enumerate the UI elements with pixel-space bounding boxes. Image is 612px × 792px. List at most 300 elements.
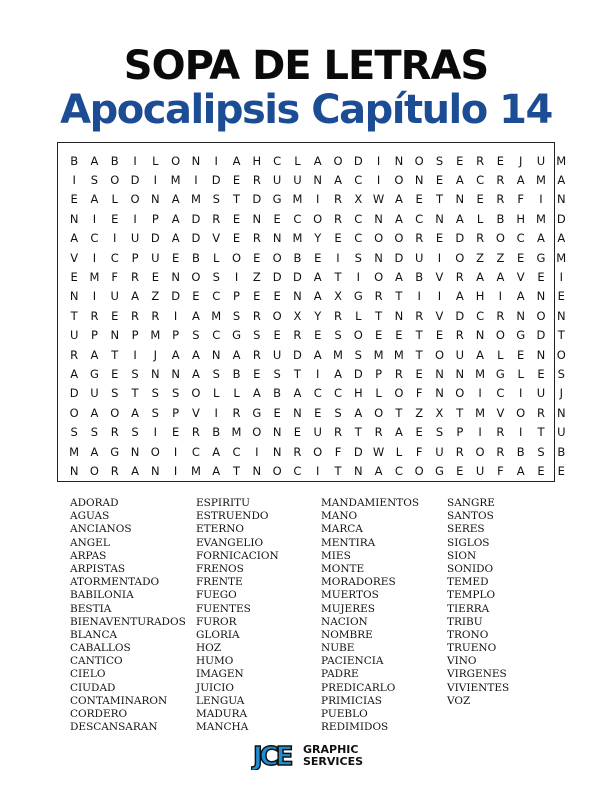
- word-list-item: CANTICO: [70, 655, 123, 668]
- grid-letter: L: [375, 386, 382, 401]
- grid-letter: O: [333, 153, 343, 168]
- grid-letter: G: [89, 366, 99, 381]
- word-list-item: MANDAMIENTOS: [321, 497, 420, 509]
- grid-letter: M: [556, 153, 567, 168]
- grid-letter: R: [191, 425, 200, 440]
- grid-letter: U: [90, 386, 99, 401]
- grid-letter: R: [151, 308, 160, 323]
- grid-letter: N: [435, 386, 444, 401]
- grid-letter: O: [272, 308, 282, 323]
- grid-letter: O: [516, 405, 526, 420]
- word-list-item: MANCHA: [196, 721, 249, 734]
- grid-letter: M: [292, 231, 303, 246]
- grid-letter: A: [131, 289, 139, 304]
- word-list-item: TIERRA: [447, 602, 490, 615]
- grid-letter: E: [435, 328, 444, 343]
- grid-letter: B: [415, 270, 424, 285]
- grid-letter: L: [294, 153, 301, 168]
- grid-letter: R: [496, 173, 505, 188]
- grid-letter: L: [476, 211, 484, 226]
- grid-letter: M: [231, 425, 242, 440]
- word-list-item: MANO: [321, 510, 358, 523]
- grid-letter: W: [372, 192, 385, 207]
- grid-letter: I: [153, 173, 158, 188]
- grid-letter: R: [90, 308, 99, 323]
- grid-letter: M: [69, 444, 80, 459]
- grid-letter: A: [516, 289, 525, 304]
- grid-letter: C: [212, 328, 221, 343]
- grid-letter: E: [435, 173, 444, 188]
- grid-letter: N: [272, 425, 282, 440]
- word-list-item: VOZ: [447, 694, 471, 707]
- grid-letter: C: [496, 386, 505, 401]
- grid-letter: V: [496, 405, 505, 420]
- grid-letter: L: [355, 308, 362, 323]
- word-list-item: FRENTE: [196, 576, 243, 589]
- grid-letter: O: [455, 250, 465, 265]
- grid-letter: R: [374, 425, 383, 440]
- grid-letter: S: [151, 405, 159, 420]
- grid-letter: E: [111, 211, 119, 226]
- grid-letter: E: [415, 366, 423, 381]
- grid-letter: I: [133, 153, 137, 168]
- word-list-item: TRONO: [447, 628, 489, 641]
- grid-letter: N: [272, 444, 282, 459]
- grid-letter: M: [373, 347, 384, 362]
- grid-letter: L: [213, 386, 220, 401]
- grid-letter: Z: [252, 270, 261, 285]
- grid-letter: I: [316, 366, 320, 381]
- grid-letter: N: [556, 192, 566, 207]
- grid-letter: A: [334, 173, 342, 188]
- word-list-item: IMAGEN: [196, 668, 244, 681]
- grid-letter: I: [113, 231, 117, 246]
- grid-letter: U: [151, 250, 160, 265]
- grid-letter: B: [557, 444, 566, 459]
- grid-letter: T: [293, 366, 301, 381]
- grid-letter: A: [496, 270, 505, 285]
- grid-letter: A: [171, 347, 180, 362]
- grid-letter: R: [131, 270, 140, 285]
- grid-letter: V: [70, 250, 79, 265]
- grid-letter: O: [110, 173, 120, 188]
- word-list-column-4: [447, 497, 509, 708]
- grid-letter: P: [131, 328, 139, 343]
- grid-letter: E: [171, 250, 180, 265]
- grid-letter: I: [316, 192, 320, 207]
- grid-letter: A: [394, 192, 403, 207]
- grid-letter: L: [517, 366, 524, 381]
- grid-letter: O: [272, 250, 282, 265]
- grid-letter: A: [232, 347, 241, 362]
- grid-letter: A: [394, 211, 403, 226]
- grid-letter: O: [394, 173, 404, 188]
- grid-letter: D: [556, 211, 566, 226]
- grid-letter: I: [173, 308, 178, 323]
- grid-letter: O: [252, 425, 262, 440]
- grid-letter: S: [90, 425, 99, 440]
- grid-letter: O: [353, 328, 363, 343]
- grid-letter: O: [171, 153, 181, 168]
- grid-letter: C: [191, 444, 200, 459]
- word-list-item: CONTAMINARON: [70, 694, 168, 707]
- grid-letter: T: [131, 386, 139, 401]
- grid-letter: O: [495, 328, 505, 343]
- grid-letter: D: [191, 231, 201, 246]
- grid-letter: A: [476, 270, 485, 285]
- grid-letter: O: [374, 405, 384, 420]
- grid-letter: N: [110, 328, 120, 343]
- grid-letter: D: [292, 347, 302, 362]
- grid-letter: N: [211, 347, 221, 362]
- grid-letter: C: [476, 308, 485, 323]
- grid-letter: N: [252, 463, 262, 478]
- grid-letter: U: [130, 231, 140, 246]
- grid-letter: B: [232, 366, 241, 381]
- grid-letter: E: [496, 153, 505, 168]
- grid-letter: C: [476, 173, 485, 188]
- word-list-item: FORNICACION: [196, 549, 279, 562]
- grid-letter: N: [455, 192, 465, 207]
- grid-letter: B: [110, 153, 119, 168]
- grid-letter: E: [415, 425, 423, 440]
- grid-letter: E: [273, 405, 281, 420]
- grid-letter: S: [171, 386, 180, 401]
- grid-letter: T: [395, 289, 403, 304]
- grid-letter: E: [537, 366, 545, 381]
- word-list-item: PACIENCIA: [321, 655, 384, 668]
- grid-letter: M: [292, 192, 303, 207]
- word-list-item: ANCIANOS: [70, 523, 132, 536]
- grid-letter: I: [133, 347, 137, 362]
- grid-letter: E: [557, 463, 565, 478]
- grid-letter: V: [435, 270, 444, 285]
- grid-letter: T: [456, 405, 464, 420]
- grid-letter: I: [417, 289, 421, 304]
- grid-row: [64, 345, 571, 364]
- grid-letter: M: [536, 211, 546, 226]
- grid-letter: T: [415, 328, 423, 343]
- grid-letter: W: [372, 444, 385, 459]
- grid-letter: E: [253, 366, 261, 381]
- grid-letter: I: [437, 250, 442, 265]
- grid-letter: A: [232, 153, 241, 168]
- grid-letter: O: [414, 463, 424, 478]
- grid-row: [64, 190, 571, 209]
- grid-letter: T: [233, 192, 241, 207]
- grid-letter: C: [516, 231, 525, 246]
- grid-letter: Y: [314, 308, 322, 323]
- grid-letter: S: [273, 366, 281, 381]
- grid-letter: G: [272, 192, 282, 207]
- grid-letter: M: [475, 405, 486, 420]
- grid-letter: Z: [476, 250, 485, 265]
- grid-letter: T: [415, 347, 423, 362]
- grid-letter: Z: [415, 405, 424, 420]
- word-list-item: VIRGENES: [447, 668, 507, 681]
- grid-letter: U: [313, 425, 322, 440]
- word-list-item: ETERNO: [196, 523, 245, 536]
- grid-letter: E: [111, 308, 119, 323]
- grid-letter: P: [172, 405, 180, 420]
- grid-letter: S: [90, 173, 99, 188]
- grid-letter: D: [130, 173, 140, 188]
- word-list-item: BLANCA: [70, 628, 118, 641]
- grid-letter: R: [252, 173, 261, 188]
- jce-graphic-services-logo: [251, 740, 363, 770]
- grid-letter: O: [231, 250, 242, 265]
- grid-letter: T: [334, 463, 342, 478]
- word-list-item: SANGRE: [447, 497, 495, 509]
- grid-letter: I: [478, 425, 482, 440]
- grid-letter: R: [374, 289, 383, 304]
- word-list-item: HUMO: [196, 655, 234, 668]
- grid-letter: T: [395, 405, 403, 420]
- grid-letter: T: [435, 192, 443, 207]
- word-list-item: LENGUA: [196, 694, 245, 707]
- word-list-item: SONIDO: [447, 562, 494, 575]
- grid-letter: T: [537, 425, 545, 440]
- grid-letter: D: [211, 173, 221, 188]
- grid-letter: F: [415, 444, 423, 459]
- grid-letter: N: [272, 231, 282, 246]
- grid-letter: E: [517, 250, 525, 265]
- grid-letter: N: [374, 250, 383, 265]
- grid-letter: I: [255, 444, 259, 459]
- grid-letter: E: [537, 463, 545, 478]
- grid-letter: S: [334, 328, 342, 343]
- grid-letter: N: [191, 153, 201, 168]
- grid-letter: A: [171, 231, 180, 246]
- grid-letter: A: [293, 386, 302, 401]
- grid-letter: B: [273, 386, 282, 401]
- grid-letter: A: [476, 347, 485, 362]
- word-list-item: FUROR: [196, 615, 237, 628]
- word-list-item: SION: [447, 549, 477, 562]
- grid-letter: R: [334, 308, 342, 323]
- grid-letter: A: [90, 347, 99, 362]
- grid-letter: L: [233, 386, 240, 401]
- grid-letter: E: [374, 328, 383, 343]
- grid-letter: Z: [151, 289, 160, 304]
- word-list-item: MUERTOS: [321, 589, 379, 602]
- grid-letter: I: [214, 405, 218, 420]
- grid-letter: S: [253, 328, 261, 343]
- word-list-item: JUICIO: [196, 681, 234, 694]
- grid-letter: I: [72, 173, 76, 188]
- grid-letter: A: [313, 270, 322, 285]
- grid-letter: I: [336, 250, 340, 265]
- grid-letter: O: [475, 444, 485, 459]
- grid-letter: O: [434, 347, 445, 362]
- grid-letter: S: [557, 366, 565, 381]
- grid-letter: T: [354, 425, 362, 440]
- grid-letter: M: [190, 463, 201, 478]
- grid-letter: O: [455, 386, 465, 401]
- grid-letter: C: [354, 173, 363, 188]
- grid-letter: C: [293, 463, 302, 478]
- grid-letter: O: [89, 463, 99, 478]
- grid-letter: H: [252, 153, 262, 168]
- grid-letter: F: [517, 192, 524, 207]
- word-list-item: ATORMENTADO: [70, 576, 160, 589]
- grid-letter: F: [111, 270, 119, 285]
- grid-letter: J: [518, 153, 523, 168]
- grid-letter: E: [253, 250, 261, 265]
- word-list-item: GLORIA: [196, 628, 240, 641]
- grid-letter: S: [232, 308, 241, 323]
- grid-letter: A: [394, 425, 403, 440]
- grid-letter: A: [394, 270, 403, 285]
- grid-letter: E: [456, 463, 464, 478]
- grid-letter: R: [212, 211, 221, 226]
- grid-letter: E: [395, 328, 403, 343]
- grid-letter: P: [131, 250, 139, 265]
- grid-letter: H: [353, 386, 363, 401]
- grid-letter: H: [516, 211, 525, 226]
- grid-letter: A: [516, 463, 525, 478]
- grid-letter: H: [475, 289, 485, 304]
- grid-letter: A: [70, 231, 79, 246]
- grid-letter: D: [353, 366, 363, 381]
- grid-letter: U: [69, 328, 79, 343]
- grid-letter: C: [232, 444, 241, 459]
- grid-letter: N: [455, 366, 465, 381]
- grid-letter: C: [354, 211, 363, 226]
- word-list-item: BESTIA: [70, 602, 112, 615]
- grid-letter: D: [171, 289, 181, 304]
- grid-letter: P: [151, 211, 159, 226]
- grid-letter: U: [272, 347, 282, 362]
- grid-letter: M: [393, 347, 404, 362]
- word-list-item: PREDICARLO: [321, 681, 396, 694]
- word-list-item: SANTOS: [447, 510, 494, 523]
- grid-letter: I: [173, 444, 178, 459]
- grid-letter: S: [70, 425, 78, 440]
- grid-letter: L: [497, 347, 504, 362]
- grid-letter: M: [556, 250, 567, 265]
- grid-letter: F: [415, 386, 423, 401]
- word-list-column-3: [321, 497, 419, 734]
- grid-letter: Z: [496, 250, 505, 265]
- grid-letter: L: [111, 192, 118, 207]
- grid-letter: E: [232, 173, 241, 188]
- grid-row: [64, 306, 571, 325]
- grid-letter: R: [252, 308, 261, 323]
- grid-letter: A: [557, 173, 566, 188]
- word-list-item: CIUDAD: [70, 681, 116, 694]
- grid-letter: G: [435, 463, 444, 478]
- grid-letter: R: [476, 153, 485, 168]
- grid-letter: C: [333, 386, 343, 401]
- grid-letter: B: [212, 425, 221, 440]
- grid-letter: X: [435, 405, 444, 420]
- word-list-item: ARPAS: [70, 549, 107, 562]
- word-list-item: VIVIENTES: [447, 681, 510, 694]
- grid-letter: C: [90, 231, 99, 246]
- grid-letter: V: [516, 270, 525, 285]
- grid-letter: A: [212, 463, 221, 478]
- grid-letter: E: [334, 231, 342, 246]
- word-list-item: ESPIRITU: [196, 497, 250, 509]
- grid-row: [64, 267, 571, 286]
- grid-letter: E: [253, 289, 261, 304]
- grid-letter: R: [476, 231, 485, 246]
- grid-letter: E: [70, 270, 78, 285]
- word-list-item: DESCANSARAN: [70, 721, 158, 734]
- logo-line-2: SERVICES: [303, 755, 363, 768]
- grid-letter: A: [354, 405, 363, 420]
- puzzle-subtitle: Apocalipsis Capítulo 14: [60, 87, 552, 133]
- grid-row: [64, 442, 571, 461]
- grid-letter: N: [151, 463, 160, 478]
- grid-letter: I: [316, 463, 320, 478]
- grid-letter: E: [314, 405, 322, 420]
- word-list-item: MORADORES: [321, 576, 396, 589]
- grid-letter: U: [475, 463, 485, 478]
- grid-letter: I: [376, 153, 381, 168]
- grid-letter: M: [475, 366, 486, 381]
- grid-letter: T: [375, 308, 383, 323]
- grid-letter: S: [435, 425, 444, 440]
- grid-letter: U: [110, 289, 119, 304]
- grid-letter: B: [191, 250, 200, 265]
- grid-letter: C: [313, 386, 322, 401]
- grid-letter: N: [516, 308, 525, 323]
- grid-letter: A: [191, 308, 200, 323]
- grid-letter: I: [173, 463, 178, 478]
- word-list-item: MADURA: [196, 708, 248, 720]
- grid-letter: R: [293, 328, 302, 343]
- grid-letter: A: [90, 405, 99, 420]
- grid-letter: A: [191, 347, 200, 362]
- grid-letter: R: [334, 211, 342, 226]
- grid-letter: I: [133, 211, 137, 226]
- grid-letter: A: [455, 211, 464, 226]
- grid-letter: D: [394, 250, 404, 265]
- grid-letter: D: [272, 270, 282, 285]
- grid-letter: J: [153, 347, 158, 362]
- grid-letter: E: [171, 425, 180, 440]
- letter-grid-frame: [57, 142, 567, 482]
- grid-letter: R: [334, 425, 342, 440]
- grid-letter: Y: [314, 231, 322, 246]
- word-list-item: PADRE: [321, 668, 359, 681]
- grid-letter: O: [374, 231, 384, 246]
- grid-letter: R: [415, 231, 424, 246]
- grid-letter: N: [435, 366, 444, 381]
- grid-letter: M: [536, 173, 546, 188]
- grid-letter: J: [559, 386, 563, 401]
- word-list-item: EVANGELIO: [196, 536, 264, 549]
- grid-letter: G: [353, 289, 363, 304]
- grid-letter: I: [92, 211, 97, 226]
- grid-letter: A: [334, 366, 342, 381]
- grid-letter: U: [536, 386, 546, 401]
- grid-letter: A: [455, 289, 464, 304]
- grid-letter: G: [110, 444, 120, 459]
- grid-letter: R: [496, 425, 505, 440]
- grid-letter: O: [495, 231, 505, 246]
- word-list-item: TEMED: [447, 576, 489, 589]
- grid-letter: P: [90, 328, 98, 343]
- grid-letter: C: [273, 153, 282, 168]
- grid-letter: A: [252, 386, 261, 401]
- grid-letter: R: [496, 308, 505, 323]
- grid-letter: N: [130, 444, 140, 459]
- grid-letter: I: [559, 270, 563, 285]
- grid-letter: R: [455, 328, 464, 343]
